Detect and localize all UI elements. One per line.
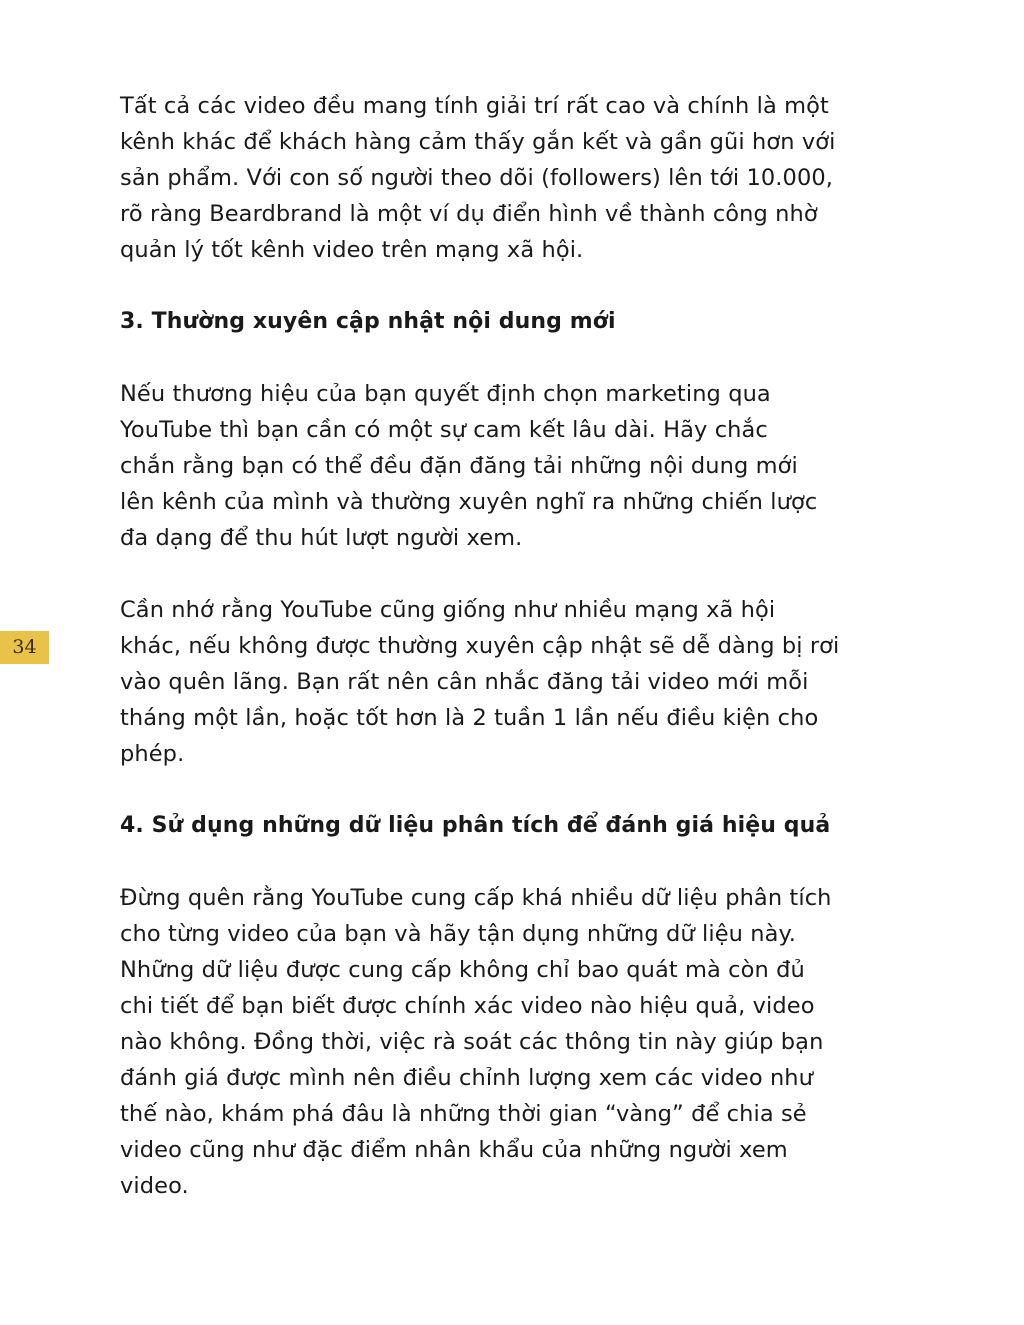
- text-line: lên kênh của mình và thường xuyên nghĩ ra những chiến lược: [120, 489, 818, 515]
- text-line: video cũng như đặc điểm nhân khẩu của những người xem: [120, 1137, 788, 1163]
- text-line: Những dữ liệu được cung cấp không chỉ bao quát mà còn đủ: [120, 957, 805, 983]
- text-line: YouTube thì bạn cần có một sự cam kết lâu dài. Hãy chắc: [120, 417, 768, 443]
- text-line: phép.: [120, 741, 185, 767]
- text-line: khác, nếu không được thường xuyên cập nhật sẽ dễ dàng bị rơi: [120, 633, 840, 659]
- text-line: đánh giá được mình nên điều chỉnh lượng xem các video như: [120, 1065, 814, 1091]
- text-line: video.: [120, 1173, 189, 1199]
- section-heading-4: 4. Sử dụng những dữ liệu phân tích để đánh giá hiệu quả: [120, 813, 831, 838]
- text-line: đa dạng để thu hút lượt người xem.: [120, 525, 523, 551]
- spacer: [120, 556, 910, 592]
- spacer: [120, 340, 910, 376]
- paragraph-commitment: [120, 376, 910, 556]
- page-number-tab: [0, 631, 49, 664]
- page-number: 34: [12, 636, 37, 658]
- text-line: tháng một lần, hoặc tốt hơn là 2 tuần 1 lần nếu điều kiện cho: [120, 705, 819, 731]
- text-line: Cần nhớ rằng YouTube cũng giống như nhiều mạng xã hội: [120, 597, 776, 623]
- paragraph-analytics: [120, 880, 910, 1204]
- text-line: quản lý tốt kênh video trên mạng xã hội.: [120, 237, 584, 263]
- paragraph-frequency: [120, 592, 910, 772]
- text-line: cho từng video của bạn và hãy tận dụng những dữ liệu này.: [120, 921, 796, 947]
- text-line: sản phẩm. Với con số người theo dõi (followers) lên tới 10.000,: [120, 165, 834, 191]
- spacer: [120, 772, 910, 808]
- text-line: Đừng quên rằng YouTube cung cấp khá nhiều dữ liệu phân tích: [120, 885, 832, 911]
- text-line: thế nào, khám phá đâu là những thời gian “vàng” để chia sẻ: [120, 1101, 807, 1127]
- page-content: [120, 88, 910, 1204]
- paragraph-beardbrand: [120, 88, 910, 268]
- text-line: Tất cả các video đều mang tính giải trí rất cao và chính là một: [120, 93, 829, 119]
- text-line: rõ ràng Beardbrand là một ví dụ điển hình về thành công nhờ: [120, 201, 818, 227]
- spacer: [120, 844, 910, 880]
- text-line: chi tiết để bạn biết được chính xác video nào hiệu quả, video: [120, 993, 815, 1019]
- text-line: vào quên lãng. Bạn rất nên cân nhắc đăng tải video mới mỗi: [120, 669, 809, 695]
- text-line: kênh khác để khách hàng cảm thấy gắn kết và gần gũi hơn với: [120, 129, 836, 155]
- text-line: Nếu thương hiệu của bạn quyết định chọn marketing qua: [120, 381, 771, 407]
- text-line: chắn rằng bạn có thể đều đặn đăng tải những nội dung mới: [120, 453, 798, 479]
- section-heading-3: 3. Thường xuyên cập nhật nội dung mới: [120, 309, 616, 334]
- spacer: [120, 268, 910, 304]
- text-line: nào không. Đồng thời, việc rà soát các thông tin này giúp bạn: [120, 1029, 824, 1055]
